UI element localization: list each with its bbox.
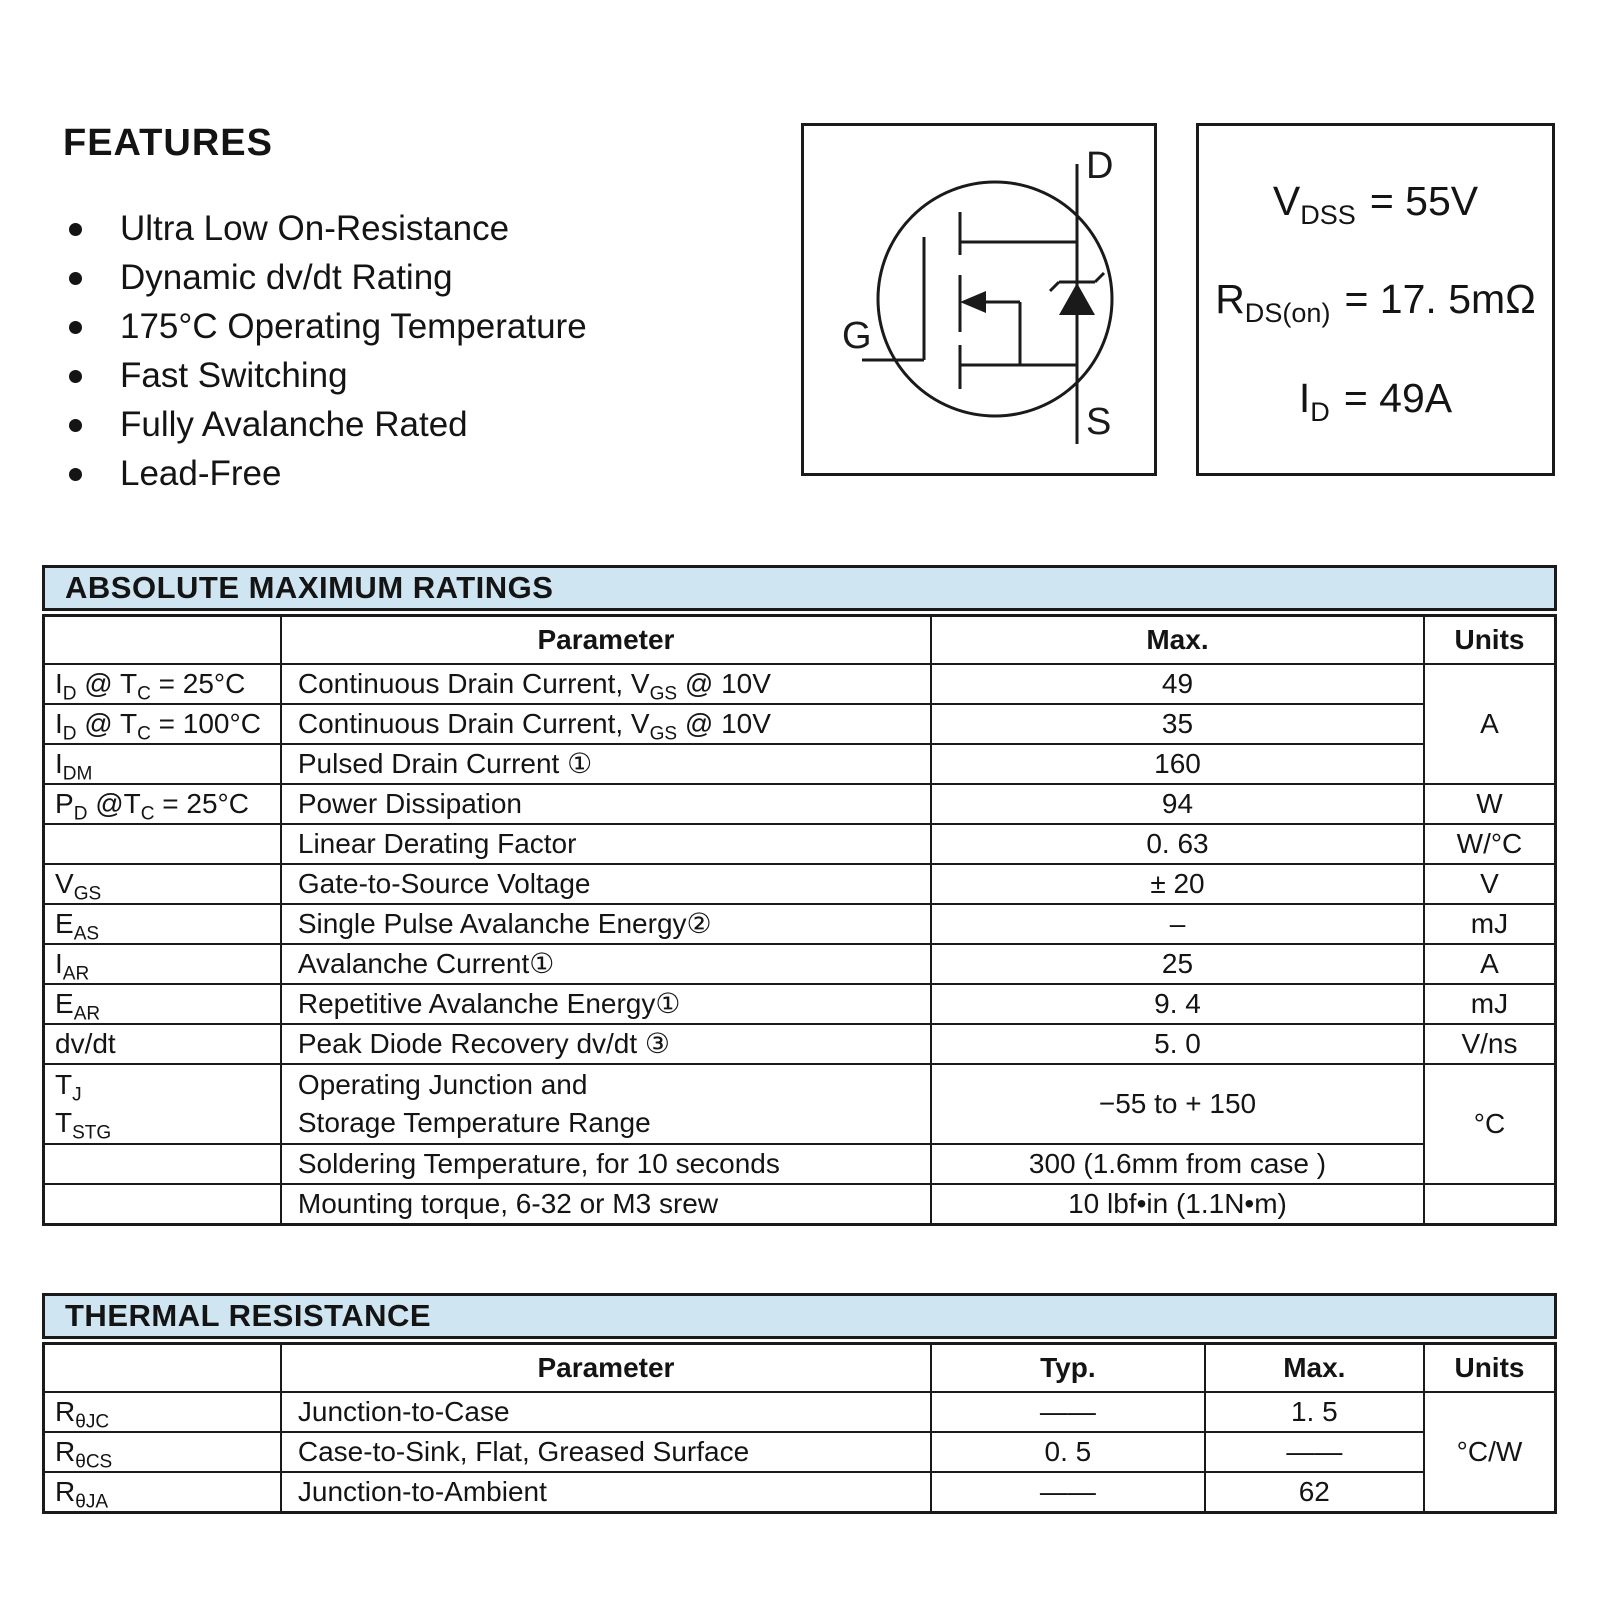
spec-value: = 49A: [1343, 374, 1453, 421]
section-title-bar: [42, 1293, 1557, 1339]
symbol-cell: $R_{\theta JA}$: [44, 1472, 281, 1513]
section-title: THERMAL RESISTANCE: [65, 1298, 432, 1333]
symbol-cell: dv/dt: [44, 1024, 281, 1064]
table-row: [44, 784, 1556, 824]
symbol-cell: $V_{GS}$: [44, 864, 281, 904]
bullet-icon: [69, 419, 82, 432]
max-cell: 94: [931, 784, 1424, 824]
symbol-cell: $E_{AS}$: [44, 904, 281, 944]
max-cell: 35: [931, 704, 1424, 744]
feature-item-label: Fully Avalanche Rated: [120, 405, 468, 444]
max-cell: 0. 63: [931, 824, 1424, 864]
section-title-bar: [42, 565, 1557, 611]
max-cell: ——: [1205, 1432, 1424, 1472]
parameter-cell: Mounting torque, 6-32 or M3 srew: [281, 1184, 931, 1225]
features-list: [63, 211, 587, 492]
typ-header: Typ.: [931, 1344, 1205, 1392]
units-header: Units: [1424, 1344, 1556, 1392]
units-cell: W: [1424, 784, 1556, 824]
parameter-cell: Case-to-Sink, Flat, Greased Surface: [281, 1432, 931, 1472]
units-cell: W/°C: [1424, 824, 1556, 864]
spec-subscript: DSS: [1300, 199, 1356, 230]
bullet-icon: [69, 370, 82, 383]
features-title: FEATURES: [63, 122, 273, 164]
table-row: [44, 664, 1556, 704]
symbol-cell: $P_D$ $@T_C = 25^\circ C$: [44, 784, 281, 824]
units-cell: °C: [1424, 1064, 1556, 1184]
symbol-cell: $E_{AR}$: [44, 984, 281, 1024]
parameter-cell: Junction-to-Ambient: [281, 1472, 931, 1513]
spec-value: = 55V: [1369, 177, 1479, 224]
spec-value: = 17. 5mΩ: [1344, 276, 1536, 322]
units-cell: [1424, 1184, 1556, 1225]
typ-cell: ——: [931, 1472, 1205, 1513]
units-cell: °C/W: [1424, 1392, 1556, 1513]
table-row: [44, 704, 1556, 744]
table-row: [44, 1472, 1556, 1513]
feature-item: [63, 260, 587, 296]
symbol-cell: $R_{\theta CS}$: [44, 1432, 281, 1472]
table-row: [44, 1392, 1556, 1432]
max-cell: 300 (1.6mm from case ): [931, 1144, 1424, 1184]
parameter-cell: Single Pulse Avalanche Energy②: [281, 904, 931, 944]
drain-label: D: [1086, 145, 1114, 187]
body-diode-icon: [1059, 283, 1095, 315]
thermal-resistance-table: [42, 1342, 1557, 1514]
substrate-arrow-icon: [960, 291, 986, 313]
parameter-cell: Operating Junction and Storage Temperature Range: [281, 1064, 931, 1144]
symbol-cell: $I_{AR}$: [44, 944, 281, 984]
feature-item: [63, 407, 587, 443]
units-cell: mJ: [1424, 904, 1556, 944]
max-cell: 10 lbf•in (1.1N•m): [931, 1184, 1424, 1225]
parameter-cell: Repetitive Avalanche Energy①: [281, 984, 931, 1024]
features-section: [63, 122, 587, 505]
symbol-cell: $I_{DM}$: [44, 744, 281, 784]
symbol-cell: $I_D$ @ $T_C = 100^\circ C$: [44, 704, 281, 744]
max-cell: 1. 5: [1205, 1392, 1424, 1432]
max-header: Max.: [931, 616, 1424, 664]
max-cell: 9. 4: [931, 984, 1424, 1024]
max-cell: 5. 0: [931, 1024, 1424, 1064]
bullet-icon: [69, 223, 82, 236]
mosfet-symbol: [804, 126, 1154, 473]
mosfet-symbol-box: [801, 123, 1157, 476]
spec-id: [1298, 374, 1453, 427]
parameter-cell: Peak Diode Recovery dv/dt ③: [281, 1024, 931, 1064]
absolute-maximum-ratings-section: [42, 565, 1557, 1226]
table-row: [44, 824, 1556, 864]
max-cell: 62: [1205, 1472, 1424, 1513]
max-cell: –: [931, 904, 1424, 944]
max-header: Max.: [1205, 1344, 1424, 1392]
parameter-cell: Pulsed Drain Current ①: [281, 744, 931, 784]
table-row: [44, 984, 1556, 1024]
table-row: [44, 1432, 1556, 1472]
feature-item-label: Lead-Free: [120, 454, 282, 493]
max-cell: 160: [931, 744, 1424, 784]
parameter-cell: Power Dissipation: [281, 784, 931, 824]
feature-item-label: Ultra Low On-Resistance: [120, 209, 510, 248]
thermal-resistance-section: [42, 1293, 1557, 1514]
parameter-cell: Continuous Drain Current, $V_{GS}$ @ 10V: [281, 664, 931, 704]
table-row: [44, 744, 1556, 784]
table-row: [44, 1184, 1556, 1225]
corner-cell: [44, 616, 281, 664]
table-row: [44, 1064, 1556, 1144]
units-cell: V/ns: [1424, 1024, 1556, 1064]
parameter-cell: Linear Derating Factor: [281, 824, 931, 864]
absolute-maximum-ratings-table: [42, 614, 1557, 1226]
symbol-cell: [44, 824, 281, 864]
symbol-cell: $T_J$ $T_{STG}$: [44, 1064, 281, 1144]
spec-symbol: I: [1298, 374, 1311, 421]
feature-item-label: Dynamic dv/dt Rating: [120, 258, 453, 297]
feature-item: [63, 211, 587, 247]
spec-subscript: DS(on): [1244, 298, 1331, 329]
bullet-icon: [69, 272, 82, 285]
units-cell: mJ: [1424, 984, 1556, 1024]
table-header-row: [44, 616, 1556, 664]
spec-symbol: V: [1272, 177, 1301, 224]
symbol-cell: [44, 1184, 281, 1225]
table-row: [44, 864, 1556, 904]
feature-item-label: Fast Switching: [120, 356, 348, 395]
units-cell: A: [1424, 944, 1556, 984]
spec-subscript: D: [1310, 396, 1330, 427]
table-row: [44, 944, 1556, 984]
key-specs-box: [1196, 123, 1555, 476]
max-cell: 49: [931, 664, 1424, 704]
parameter-cell: Avalanche Current①: [281, 944, 931, 984]
spec-vdss: [1272, 177, 1479, 230]
max-cell: ± 20: [931, 864, 1424, 904]
parameter-cell: Junction-to-Case: [281, 1392, 931, 1432]
bullet-icon: [69, 321, 82, 334]
max-cell: −55 to + 150: [931, 1064, 1424, 1144]
feature-item: [63, 309, 587, 345]
symbol-cell: [44, 1144, 281, 1184]
spec-rdson: [1215, 276, 1536, 329]
parameter-cell: Continuous Drain Current, $V_{GS}$ @ 10V: [281, 704, 931, 744]
feature-item-label: 175°C Operating Temperature: [120, 307, 587, 346]
source-label: S: [1086, 401, 1112, 443]
gate-label: G: [842, 315, 872, 357]
table-row: [44, 904, 1556, 944]
typ-cell: 0. 5: [931, 1432, 1205, 1472]
symbol-cell: $R_{\theta JC}$: [44, 1392, 281, 1432]
parameter-cell: Gate-to-Source Voltage: [281, 864, 931, 904]
table-row: [44, 1144, 1556, 1184]
feature-item: [63, 456, 587, 492]
max-cell: 25: [931, 944, 1424, 984]
corner-cell: [44, 1344, 281, 1392]
table-header-row: [44, 1344, 1556, 1392]
spec-symbol: R: [1215, 276, 1245, 322]
parameter-header: Parameter: [281, 616, 931, 664]
units-cell: V: [1424, 864, 1556, 904]
section-title: ABSOLUTE MAXIMUM RATINGS: [65, 570, 554, 605]
typ-cell: ——: [931, 1392, 1205, 1432]
symbol-cell: $I_D$ @ $T_C = 25^\circ C$: [44, 664, 281, 704]
feature-item: [63, 358, 587, 394]
units-cell: A: [1424, 664, 1556, 784]
units-header: Units: [1424, 616, 1556, 664]
parameter-header: Parameter: [281, 1344, 931, 1392]
parameter-cell: Soldering Temperature, for 10 seconds: [281, 1144, 931, 1184]
table-row: [44, 1024, 1556, 1064]
bullet-icon: [69, 468, 82, 481]
